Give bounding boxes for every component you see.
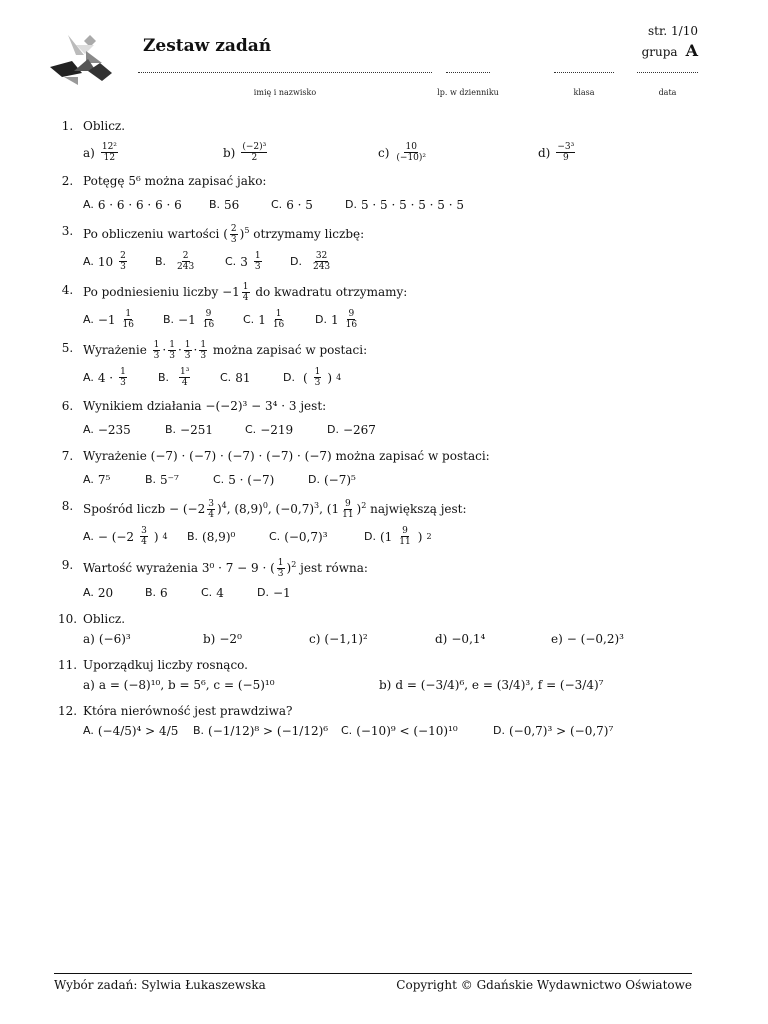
task-number: 10. [57,612,78,626]
task-question: Po podniesieniu liczby −1 $\frac{1}{4}$ do kwadratu otrzymamy: [83,282,408,303]
group-indicator [642,41,698,60]
answer-option: c) (−1,1)² [309,632,368,646]
answer-option: B. (−1/12)⁸ > (−1/12)⁶ [193,724,329,738]
task-question: Wartość wyrażenia 3⁰ · 7 − 9 · ( $\frac{1}{3}$ )$^2$ jest równa: [83,558,368,579]
answer-option: d) −0,1⁴ [435,632,486,646]
class-field-label: klasa [573,88,595,97]
answer-option: D. −267 [327,423,376,437]
date-field-line [637,72,698,73]
answer-option: A. 4 · $\frac{1}{3}$ [83,367,126,388]
answer-option: B. −1 $\frac{9}{16}$ [163,309,215,330]
task-9 [52,557,722,601]
task-3 [52,223,722,272]
task-1 [52,118,722,163]
task-question: Oblicz. [83,119,126,133]
answer-option: A. 6 · 6 · 6 · 6 · 6 [83,198,182,212]
task-10 [52,611,722,647]
answer-option: A. − (−2 $\frac{3}{4}$ ) 4 [83,526,168,547]
answer-option: A. 20 [83,586,114,600]
answer-option: C. 81 [220,370,251,385]
answer-option: e) − (−0,2)³ [551,632,624,646]
answer-option: b) −2⁰ [203,632,242,646]
task-number: 3. [61,224,74,238]
answer-option: B. 6 [145,586,168,600]
task-number: 12. [57,704,78,718]
answer-option: B. 56 [209,198,240,212]
answer-option: B. $\frac{2}{243}$ [155,251,195,272]
task-7 [52,448,722,488]
answer-option: D. (−0,7)³ > (−0,7)⁷ [493,724,614,738]
task-number: 9. [61,558,74,572]
worksheet-title: Zestaw zadań [143,36,272,56]
register-number-field-line [446,72,490,73]
answer-option: b) d = (−3/4)⁶, e = (3/4)³, f = (−3/4)⁷ [379,678,604,692]
footer-divider [54,973,692,974]
task-6 [52,398,722,438]
task-number: 5. [61,341,74,355]
answer-option: D. $\frac{32}{243}$ [290,251,331,272]
answer-option: C. 3 $\frac{1}{3}$ [225,251,261,272]
answer-option: B. $\frac{\text{1³}}{4}$ [158,367,190,388]
task-number: 11. [57,658,78,672]
task-11 [52,657,722,693]
task-number: 4. [61,283,74,297]
answer-option: D. −1 [257,586,291,600]
answer-option: a) a = (−8)¹⁰, b = 5⁶, c = (−5)¹⁰ [83,678,275,692]
answer-option: B. −251 [165,423,214,437]
answer-option: C. 5 · (−7) [213,473,275,487]
answer-option: C. −219 [245,423,294,437]
answer-option: D. 5 · 5 · 5 · 5 · 5 · 5 [345,198,464,212]
group-value: A [685,41,698,60]
page-number: str. 1/10 [648,24,698,38]
task-question: Potęgę 5⁶ można zapisać jako: [83,174,267,188]
answer-option: b) $\frac{\text{(−2)³}}{2}$ [223,142,267,163]
task-number: 6. [61,399,74,413]
task-list [52,118,722,749]
answer-option: c) $\frac{10}{\text{(−10)²}}$ [378,142,427,163]
answer-option: C. 4 [201,586,224,600]
answer-option: D. (1 $\frac{9}{11}$ ) 2 [364,526,432,547]
name-field-label: imię i nazwisko [253,88,317,97]
answer-option: A. −1 $\frac{1}{16}$ [83,309,134,330]
answer-option: C. 1 $\frac{1}{16}$ [243,309,285,330]
answer-option: D. ( $\frac{1}{3}$ ) 4 [283,367,342,388]
task-question: Która nierówność jest prawdziwa? [83,704,293,718]
task-5 [52,340,722,388]
answer-option: D. (−7)⁵ [308,473,356,487]
answer-option: a) (−6)³ [83,632,131,646]
answer-option: D. 1 $\frac{9}{16}$ [315,309,358,330]
task-question: Wyrażenie $\frac{1}{3}$ · $\frac{1}{3}$ · $\frac{1}{3}$ · $\frac{1}{3}$ można zapisać w postaci: [83,340,368,361]
task-number: 8. [61,499,74,513]
group-label: grupa [641,45,678,59]
answer-option: B. (8,9)⁰ [187,529,236,544]
date-field-label: data [658,88,677,97]
task-12 [52,703,722,739]
answer-option: B. 5⁻⁷ [145,473,179,487]
publisher-logo [48,33,114,89]
task-question: Spośród liczb − (−2 $\frac{3}{4}$ )$^4$, $(8,9)^0$, $(-0,7)^3$, (1 $\frac{9}{11}$ )$^2$ największą jest: [83,499,467,520]
class-field-line [554,72,614,73]
task-8 [52,498,722,547]
task-number: 1. [61,119,74,133]
task-question: Wyrażenie (−7) · (−7) · (−7) · (−7) · (−7) można zapisać w postaci: [83,449,490,463]
task-question: Uporządkuj liczby rosnąco. [83,658,248,672]
task-4 [52,282,722,330]
task-number: 2. [61,174,74,188]
answer-option: A. 10 $\frac{2}{3}$ [83,251,126,272]
answer-option: A. (−4/5)⁴ > 4/5 [83,724,179,738]
answer-option: a) $\frac{\text{12²}}{12}$ [83,142,117,163]
task-question: Wynikiem działania −(−2)³ − 3⁴ · 3 jest: [83,399,327,413]
task-2 [52,173,722,213]
footer-copyright: Copyright © Gdańskie Wydawnictwo Oświatowe [396,978,692,992]
task-question: Oblicz. [83,612,126,626]
answer-option: d) $\frac{\text{−3³}}{9}$ [538,142,575,163]
register-number-field-label: lp. w dzienniku [437,88,499,97]
name-field-line [138,72,432,73]
task-question: Po obliczeniu wartości ( $\frac{2}{3}$ )$^5$ otrzymamy liczbę: [83,224,365,245]
answer-option: C. (−10)⁹ < (−10)¹⁰ [341,724,458,738]
answer-option: A. −235 [83,423,131,437]
footer-author: Wybór zadań: Sylwia Łukaszewska [54,978,266,992]
answer-option: C. (−0,7)³ [269,529,328,544]
answer-option: C. 6 · 5 [271,198,313,212]
answer-option: A. 7⁵ [83,473,111,487]
task-number: 7. [61,449,74,463]
